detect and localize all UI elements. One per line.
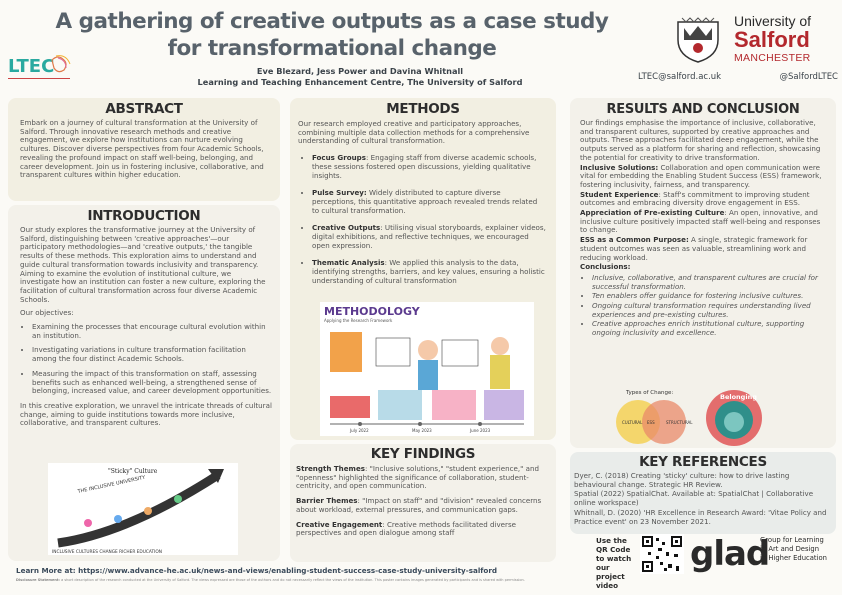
results-heading: RESULTS AND CONCLUSION bbox=[606, 102, 800, 117]
methods-list bbox=[298, 154, 546, 285]
ltec-logo bbox=[8, 52, 76, 92]
title-line-2: for transformational change bbox=[167, 36, 497, 61]
ltec-underline bbox=[8, 78, 70, 79]
university-line-3: MANCHESTER bbox=[734, 52, 811, 64]
method-item-creative-outputs: • Creative Outputs: Utilising visual storyboards, explainer videos, digital exhibitions, and reflective techniques, we encouraged open expression. bbox=[312, 224, 546, 250]
title-line-1: A gathering of creative outputs as a case study bbox=[55, 9, 609, 34]
references-panel bbox=[570, 452, 836, 534]
salford-crest-icon bbox=[672, 14, 724, 66]
conclusion-item: • Creative approaches enrich institutional culture, supporting ongoing inclusivity and excellence. bbox=[592, 320, 828, 337]
authors: Eve Blezard, Jess Power and Davina Whitnall bbox=[256, 66, 464, 76]
methods-panel bbox=[290, 98, 556, 440]
finding-barrier: Barrier Themes: "Impact on staff" and "division" revealed concerns about workload, external pressures, and communication gaps. bbox=[296, 496, 542, 514]
result-pre-existing-culture: Appreciation of Pre-existing Culture: An open, innovative, and inclusive culture positively impacted staff well-being and responses to change. bbox=[580, 208, 821, 235]
sticky-culture-illustration bbox=[48, 463, 238, 555]
image-caption: "Sticky" Culture bbox=[108, 468, 158, 475]
abstract-panel bbox=[8, 98, 280, 201]
finding-creative: Creative Engagement: Creative methods facilitated diverse perspectives and open dialogue among staff bbox=[296, 519, 517, 538]
contact-twitter[interactable]: @SalfordLTEC bbox=[779, 72, 838, 82]
reference-item: Whitnall, D. (2020) 'HR Excellence in Research Award: 'Vitae Policy and Practice event' on 23 November 2021. bbox=[574, 507, 827, 526]
conclusions-list bbox=[580, 274, 828, 338]
salford-logo bbox=[668, 8, 838, 68]
references-heading: KEY REFERENCES bbox=[639, 454, 767, 470]
objective-item: • Examining the processes that encourage cultural evolution within an institution. bbox=[32, 323, 272, 340]
methodology-title: METHODOLOGY bbox=[324, 305, 420, 318]
conclusion-item: • Ongoing cultural transformation requires understanding lived experiences and pre-existing cultures. bbox=[592, 302, 828, 319]
university-line-2: Salford bbox=[734, 27, 810, 52]
finding-strength: Strength Themes: "Inclusive solutions," "student experience," and "openness" highlighted the significance of collaboration, student-centricity, and open communication. bbox=[296, 464, 539, 491]
introduction-panel bbox=[8, 205, 280, 561]
key-findings-panel bbox=[290, 444, 556, 562]
intro-paragraph-2: In this creative exploration, we unravel the intricate threads of cultural change, aiming to guide institutions towards more inclusive, collaborative, and transparent cultures. bbox=[20, 400, 272, 428]
poster-title bbox=[0, 8, 664, 62]
methods-intro: Our research employed creative and participatory approaches, combining multiple data collection methods for a comprehensive understanding of cultural transformation. bbox=[298, 119, 530, 146]
objectives-list bbox=[20, 323, 272, 396]
venn-label-cultural: CULTURAL bbox=[622, 420, 643, 425]
methodology-date: June 2023 bbox=[470, 428, 491, 433]
result-student-experience: Student Experience: Staff's commitment to improving student outcomes and embracing diversity drove engagement in ESS. bbox=[580, 189, 810, 208]
abstract-heading: ABSTRACT bbox=[105, 101, 183, 117]
contact-bar bbox=[638, 72, 838, 82]
intro-paragraph-1: Our study explores the transformative journey at the University of Salford, distinguishing between 'creative approaches'—our participatory methodologies—and 'creative outputs,' the tangible results of these methods. This exploration aims to understand and guide cultural transformation towards inclusivity and transparency. Aiming to examine the evolution of institutional culture, we investigate how an institution can foster a new culture, exploring the facilitation of cultural transformation across four diverse Academic Schools. bbox=[20, 225, 266, 304]
reference-item: Spatial (2022) SpatialChat. Available at: SpatialChat | Collaborative online workspace) bbox=[574, 489, 814, 508]
glad-tagline: Group for Learning in Art and Design in Higher Education bbox=[760, 536, 827, 562]
results-panel bbox=[570, 98, 836, 448]
methodology-figure bbox=[320, 302, 534, 436]
method-item-focus-groups: • Focus Groups: Engaging staff from diverse academic schools, these sessions fostered open discussions, yielding qualitative insights. bbox=[312, 154, 546, 180]
disclosure-statement: Disclosure Statement: a short description of the research conducted at the University of Salford. The views expressed are those of the authors and do not necessarily reflect the views of the institution. This poster contains images generated by participants and is shared with permission. bbox=[16, 578, 525, 582]
svg-text:THE INCLUSIVE UNIVERSITY: THE INCLUSIVE UNIVERSITY bbox=[77, 474, 146, 495]
venn-label-ess: ESS bbox=[647, 420, 655, 425]
introduction-heading: INTRODUCTION bbox=[87, 208, 201, 224]
reference-item: Dyer, C. (2018) Creating 'sticky' culture: how to drive lasting behavioural change. Strategic HR Review. bbox=[574, 471, 790, 489]
university-name bbox=[734, 14, 811, 64]
methodology-date: July 2022 bbox=[350, 428, 369, 433]
method-item-thematic-analysis: • Thematic Analysis: We applied this analysis to the data, identifying strengths, barriers, and key values, ensuring a holistic understanding of cultural transformation bbox=[312, 259, 546, 285]
method-item-pulse-survey: • Pulse Survey: Widely distributed to capture diverse perceptions, this quantitative approach revealed trends related to cultural transformation. bbox=[312, 189, 546, 215]
conclusion-item: • Ten enablers offer guidance for fostering inclusive cultures. bbox=[592, 292, 828, 301]
methodology-subtitle: Applying the Research Framework bbox=[324, 318, 393, 323]
qr-code-icon[interactable] bbox=[640, 534, 684, 574]
results-intro: Our findings emphasise the importance of inclusive, collaborative, and transparent cultures, supported by creative approaches and outputs. These approaches facilitated deep engagement, while the outputs served as a platform for sharing and reflection, showcasing the potential for creativity to drive transformation. bbox=[580, 118, 821, 162]
result-common-purpose: ESS as a Common Purpose: A single, strategic framework for student outcomes was seen as valuable, streamlining work and reducing workload. bbox=[580, 235, 808, 262]
abstract-text: Embark on a journey of cultural transformation at the University of Salford. Through innovative research methods and creative engagement, we explore how institutions can nurture evolving cultures. Discover diverse perspectives from four Academic Schools, revealing the profound impact on staff well-being, belonging, and career development. Join us in fostering inclusive, collaborative, and transparent cultures within higher education. bbox=[20, 118, 264, 180]
venn-title: Types of Change: bbox=[626, 390, 674, 396]
belonging-diagram bbox=[694, 386, 774, 446]
contact-email[interactable]: LTEC@salford.ac.uk bbox=[638, 72, 722, 82]
qr-instructions: Use the QR Code to watch our project video bbox=[596, 536, 632, 590]
conclusions-label: Conclusions: bbox=[580, 262, 631, 272]
methods-heading: METHODS bbox=[386, 101, 460, 117]
types-of-change-venn bbox=[598, 386, 708, 446]
ltec-logo-icon bbox=[8, 54, 78, 76]
university-line-1: University of bbox=[734, 13, 812, 29]
affiliation: Learning and Teaching Enhancement Centre, The University of Salford bbox=[197, 77, 523, 87]
objective-item: • Investigating variations in culture transformation facilitation among the four distinct Academic Schools. bbox=[32, 346, 272, 363]
ltec-logo-text: LTEC bbox=[8, 56, 55, 76]
image-text: INCLUSIVE CULTURES CHANGE RICHER EDUCATION bbox=[52, 550, 162, 555]
objectives-label: Our objectives: bbox=[20, 308, 74, 318]
methodology-illustration bbox=[320, 324, 534, 434]
learn-more-link[interactable]: Learn More at: https://www.advance-he.ac.uk/news-and-views/enabling-student-success-case-study-university-salford bbox=[16, 566, 498, 575]
belonging-title: Belonging bbox=[720, 393, 757, 401]
methodology-date: May 2023 bbox=[412, 428, 432, 433]
glad-logo: glad bbox=[690, 534, 770, 574]
conclusion-item: • Inclusive, collaborative, and transparent cultures are crucial for successful transformation. bbox=[592, 274, 828, 291]
result-inclusive-solutions: Inclusive Solutions: Collaboration and open communication were vital for embedding the Enabling Student Success (ESS) framework, fostering inclusivity, fairness, and transparency. bbox=[580, 162, 822, 189]
venn-label-structural: STRUCTURAL bbox=[666, 420, 693, 425]
key-findings-heading: KEY FINDINGS bbox=[370, 446, 476, 462]
objective-item: • Measuring the impact of this transformation on staff, assessing benefits such as enhanced well-being, a strengthened sense of belonging, increased value, and career development opportunities. bbox=[32, 370, 272, 396]
author-block bbox=[170, 66, 550, 88]
